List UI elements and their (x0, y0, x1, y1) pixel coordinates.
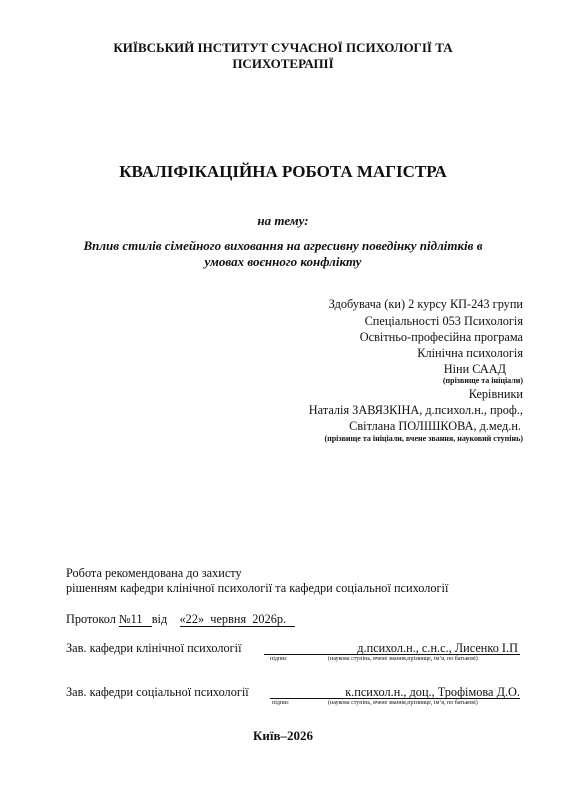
footer-city-year: Київ–2026 (252, 728, 314, 743)
protocol-from: від (151, 612, 168, 626)
supervisor-line1: Наталія ЗАВЯЗКІНА, д.психол.н., проф., (308, 403, 523, 417)
protocol-number: №11 (118, 612, 143, 626)
head1-name: д.психол.н., с.н.с., Лисенко І.П (357, 641, 518, 655)
protocol-line (66, 612, 295, 627)
topic-line2: умовах воєнного конфлікту (204, 254, 362, 269)
head2-name: к.психол.н., доц., Трофімова Д.О. (345, 685, 520, 699)
head1-sig-hint: підпис (270, 656, 288, 662)
supervisors-label: Керівники (468, 387, 523, 401)
head2-label: Зав. кафедри соціальної психології (66, 685, 249, 699)
topic-line1: Вплив стилів сімейного виховання на агресивну поведінку підлітків в (83, 238, 483, 253)
supervisors-hint: (прізвище та ініціали, вчене звання, науковий ступінь) (324, 434, 523, 443)
protocol-prefix: Протокол (66, 612, 119, 626)
author-line2: Спеціальності 053 Психологія (364, 314, 523, 328)
protocol-day: «22» (179, 612, 205, 626)
institution-line2: ПСИХОТЕРАПІЇ (232, 56, 334, 71)
topic-label: на тему: (257, 213, 309, 228)
head2-sig-hint: підпис (272, 700, 290, 706)
author-line4: Клінічна психологія (417, 346, 523, 360)
document-title: КВАЛІФІКАЦІЙНА РОБОТА МАГІСТРА (119, 162, 447, 181)
author-name: Ніни СААД (443, 362, 506, 376)
author-line3: Освітньо-професійна програма (359, 330, 523, 344)
recommendation-line1: Робота рекомендована до захисту (66, 566, 242, 580)
protocol-month: червня (210, 612, 247, 626)
author-name-hint: (прізвище та ініціали) (442, 376, 523, 385)
institution-line1: КИЇВСЬКИЙ ІНСТИТУТ СУЧАСНОЇ ПСИХОЛОГІЇ ТА (113, 40, 453, 55)
protocol-date (180, 612, 296, 627)
author-line1: Здобувача (ки) 2 курсу КП-243 групи (328, 297, 523, 311)
head2-name-hint: (наукова ступінь, вчене звання,прізвище, ім’я, по батькові) (328, 700, 478, 706)
recommendation-line2: рішенням кафедри клінічної психології та кафедри соціальної психології (66, 581, 449, 595)
supervisor-line2: Світлана ПОЛІШКОВА, д.мед.н. (349, 419, 521, 433)
head1-name-hint: (наукова ступінь, вчене звання,прізвище, ім’я, по батькові) (328, 656, 478, 662)
protocol-year: 2026р. (252, 612, 287, 626)
head1-label: Зав. кафедри клінічної психології (66, 641, 242, 655)
